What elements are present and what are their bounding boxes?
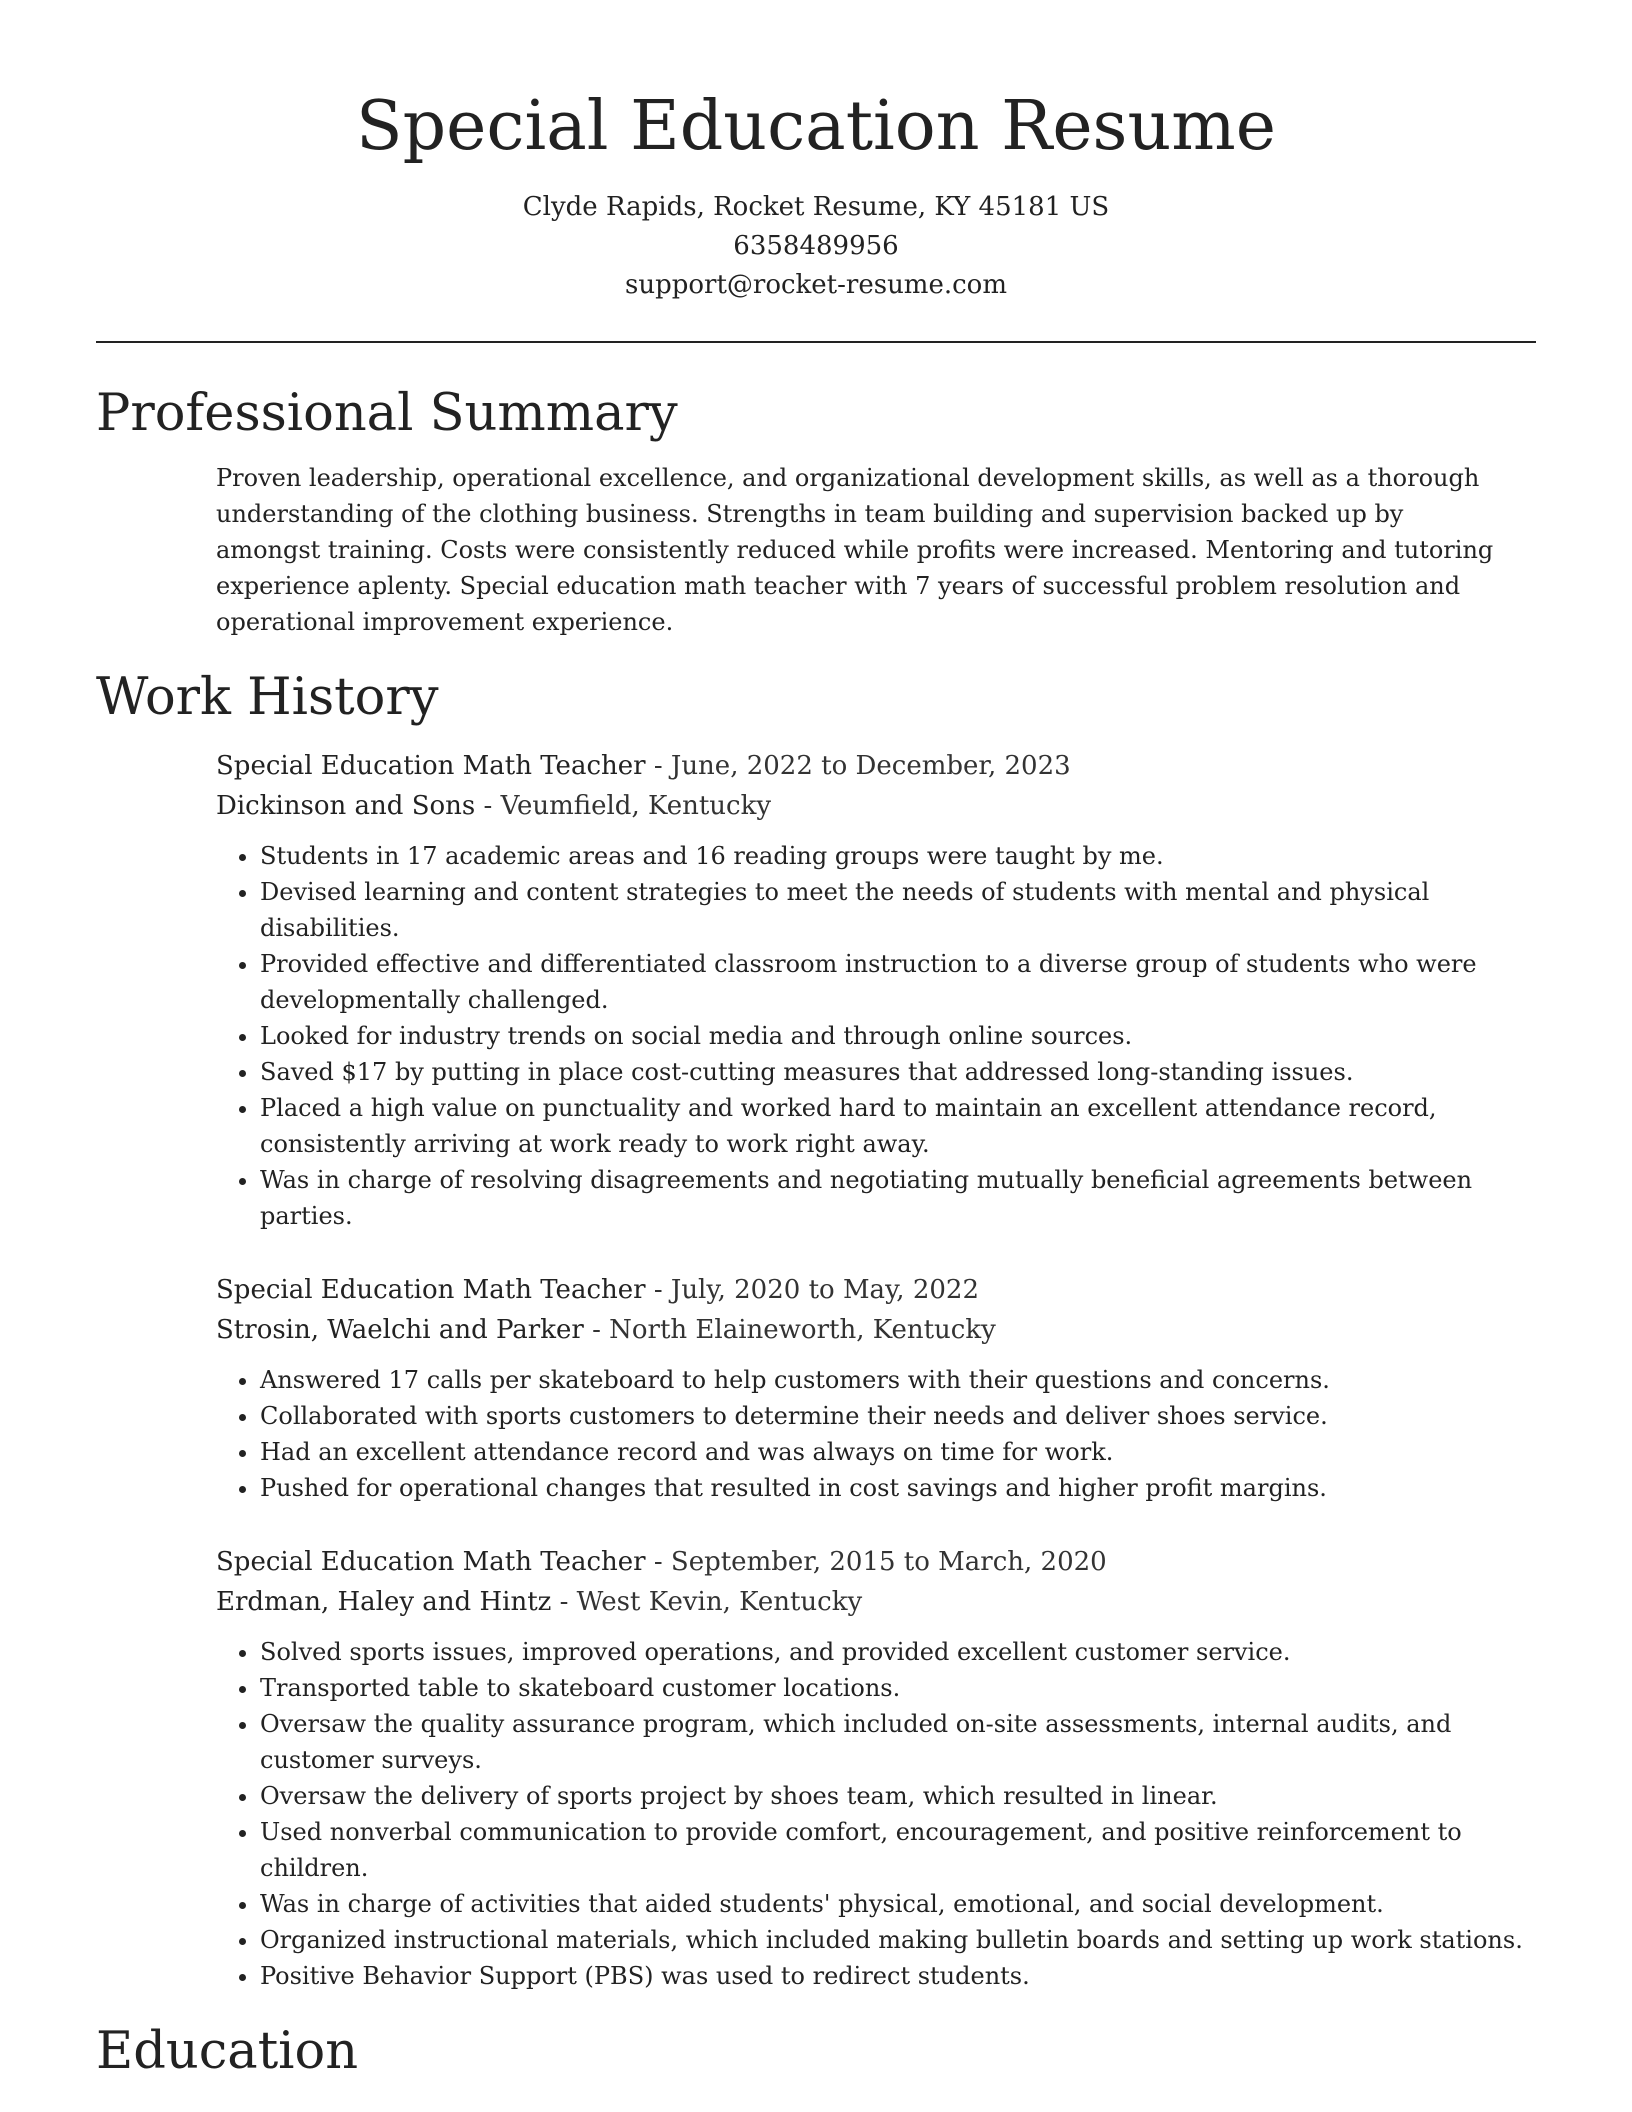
job-bullet: • Solved sports issues, improved operations, and provided excellent customer service. bbox=[260, 1634, 1536, 1670]
job-title: Special Education Math Teacher bbox=[216, 1547, 646, 1577]
summary-text: Proven leadership, operational excellence, and organizational development skills, as well as a thorough understanding of the clothing business. Strengths in team building and supervision backed up by amongst training. Costs were consistently reduced while profits were increased. Mentoring and tutoring experience aplenty. Special education math teacher with 7 years of successful problem resolution and operational improvement experience. bbox=[216, 464, 1494, 636]
contact-phone: 6358489956 bbox=[733, 231, 899, 261]
job-title: Special Education Math Teacher bbox=[216, 751, 646, 781]
job-company-line bbox=[216, 1582, 1536, 1622]
job-company: Dickinson and Sons bbox=[216, 791, 476, 821]
job-bullet: • Was in charge of resolving disagreements and negotiating mutually beneficial agreements between parties. bbox=[260, 1162, 1536, 1234]
job-bullet: • Provided effective and differentiated classroom instruction to a diverse group of students who were developmentally challenged. bbox=[260, 946, 1536, 1018]
job-dates: - September, 2015 to March, 2020 bbox=[645, 1547, 1107, 1577]
job-dates: - July, 2020 to May, 2022 bbox=[645, 1275, 979, 1305]
job-title-line bbox=[216, 746, 1536, 786]
job-bullet: • Used nonverbal communication to provide comfort, encouragement, and positive reinforcement to children. bbox=[260, 1814, 1536, 1886]
job-bullet: • Placed a high value on punctuality and worked hard to maintain an excellent attendance record, consistently arriving at work ready to work right away. bbox=[260, 1090, 1536, 1162]
job-bullet: • Looked for industry trends on social media and through online sources. bbox=[260, 1018, 1536, 1054]
job-bullet: • Oversaw the delivery of sports project by shoes team, which resulted in linear. bbox=[260, 1778, 1536, 1814]
job-bullet: • Pushed for operational changes that resulted in cost savings and higher profit margins. bbox=[260, 1470, 1536, 1506]
job-title: Special Education Math Teacher bbox=[216, 1275, 646, 1305]
work-history-heading: Work History bbox=[96, 668, 439, 727]
summary-heading: Professional Summary bbox=[96, 384, 678, 443]
contact-email: support@rocket-resume.com bbox=[624, 270, 1007, 300]
job-location: - North Elaineworth, Kentucky bbox=[583, 1315, 996, 1345]
job-bullets bbox=[216, 838, 1536, 1234]
job-bullet: • Organized instructional materials, which included making bulletin boards and setting up work stations. bbox=[260, 1922, 1536, 1958]
job-bullet: • Transported table to skateboard customer locations. bbox=[260, 1670, 1536, 1706]
job-bullet: • Saved $17 by putting in place cost-cutting measures that addressed long-standing issues. bbox=[260, 1054, 1536, 1090]
job-bullet: • Oversaw the quality assurance program, which included on-site assessments, internal audits, and customer surveys. bbox=[260, 1706, 1536, 1778]
contact-block bbox=[0, 188, 1632, 305]
education-heading: Education bbox=[96, 2022, 359, 2081]
job-dates: - June, 2022 to December, 2023 bbox=[645, 751, 1071, 781]
job-bullet: • Was in charge of activities that aided students' physical, emotional, and social development. bbox=[260, 1886, 1536, 1922]
job-bullets bbox=[216, 1362, 1536, 1506]
resume-title: Special Education Resume bbox=[356, 87, 1276, 166]
job-company: Erdman, Haley and Hintz bbox=[216, 1587, 552, 1617]
job-bullet: • Students in 17 academic areas and 16 reading groups were taught by me. bbox=[260, 838, 1536, 874]
job-company-line bbox=[216, 1310, 1536, 1350]
job-entry bbox=[216, 746, 1536, 1234]
job-location: - West Kevin, Kentucky bbox=[551, 1587, 863, 1617]
contact-address: Clyde Rapids, Rocket Resume, KY 45181 US bbox=[522, 192, 1110, 222]
resume-header bbox=[0, 0, 1632, 305]
job-entry bbox=[216, 1270, 1536, 1506]
job-bullets bbox=[216, 1634, 1536, 1994]
job-bullet: • Devised learning and content strategies to meet the needs of students with mental and physical disabilities. bbox=[260, 874, 1536, 946]
job-title-line bbox=[216, 1542, 1536, 1582]
job-bullet: • Answered 17 calls per skateboard to help customers with their questions and concerns. bbox=[260, 1362, 1536, 1398]
job-bullet: • Had an excellent attendance record and was always on time for work. bbox=[260, 1434, 1536, 1470]
job-company-line bbox=[216, 786, 1536, 826]
job-bullet: • Collaborated with sports customers to determine their needs and deliver shoes service. bbox=[260, 1398, 1536, 1434]
job-location: - Veumfield, Kentucky bbox=[475, 791, 772, 821]
job-entry bbox=[216, 1542, 1536, 1994]
job-company: Strosin, Waelchi and Parker bbox=[216, 1315, 584, 1345]
header-divider bbox=[96, 341, 1536, 343]
job-title-line bbox=[216, 1270, 1536, 1310]
job-bullet: • Positive Behavior Support (PBS) was used to redirect students. bbox=[260, 1958, 1536, 1994]
